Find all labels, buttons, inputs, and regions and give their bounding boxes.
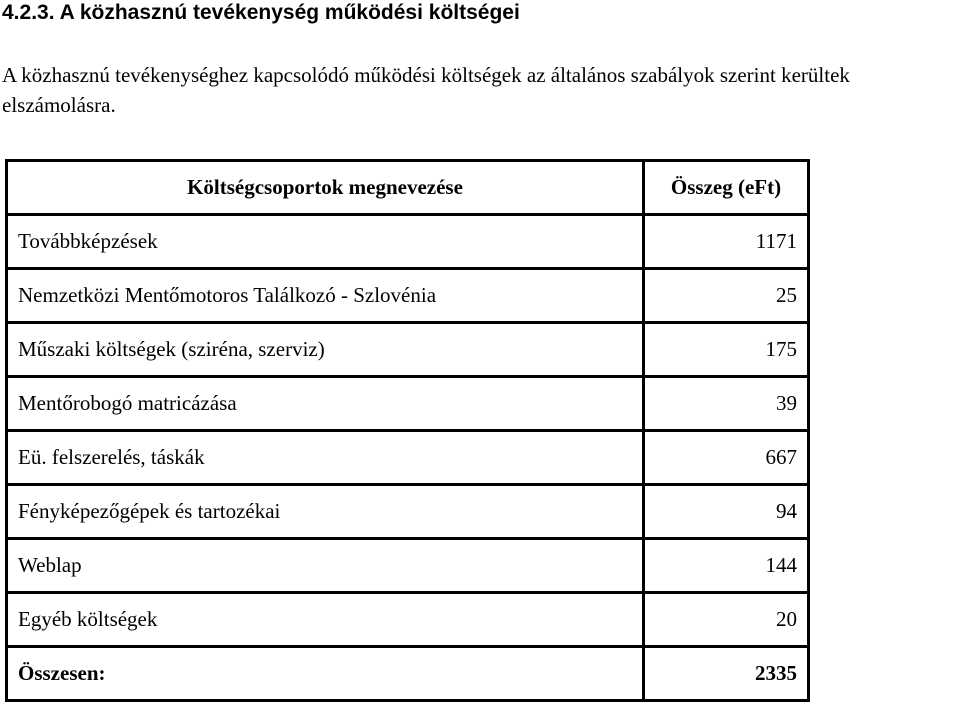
row-name: Fényképezőgépek és tartozékai (7, 485, 644, 539)
row-name: Továbbképzések (7, 215, 644, 269)
row-amount: 39 (644, 377, 809, 431)
row-name: Nemzetközi Mentőmotoros Találkozó - Szlovénia (7, 269, 644, 323)
cost-table (5, 159, 810, 702)
row-amount: 667 (644, 431, 809, 485)
table-row (7, 593, 809, 647)
row-name: Eü. felszerelés, táskák (7, 431, 644, 485)
table-row (7, 431, 809, 485)
row-amount: 25 (644, 269, 809, 323)
intro-paragraph: A közhasznú tevékenységhez kapcsolódó működési költségek az általános szabályok szerint kerültek elszámolásra. (2, 63, 850, 117)
column-header-amount: Összeg (eFt) (644, 161, 809, 215)
table-row (7, 215, 809, 269)
table-row (7, 485, 809, 539)
table-row (7, 269, 809, 323)
row-amount: 1171 (644, 215, 809, 269)
total-amount: 2335 (644, 647, 809, 701)
column-header-name: Költségcsoportok megnevezése (7, 161, 644, 215)
total-label: Összesen: (7, 647, 644, 701)
row-amount: 94 (644, 485, 809, 539)
row-name: Műszaki költségek (sziréna, szerviz) (7, 323, 644, 377)
table-row (7, 377, 809, 431)
row-name: Egyéb költségek (7, 593, 644, 647)
table-total-row (7, 647, 809, 701)
table-header-row (7, 161, 809, 215)
section-heading: 4.2.3. A közhasznú tevékenység működési költségei (2, 1, 520, 24)
row-name: Weblap (7, 539, 644, 593)
table-row (7, 323, 809, 377)
row-name: Mentőrobogó matricázása (7, 377, 644, 431)
row-amount: 20 (644, 593, 809, 647)
table-row (7, 539, 809, 593)
row-amount: 144 (644, 539, 809, 593)
row-amount: 175 (644, 323, 809, 377)
